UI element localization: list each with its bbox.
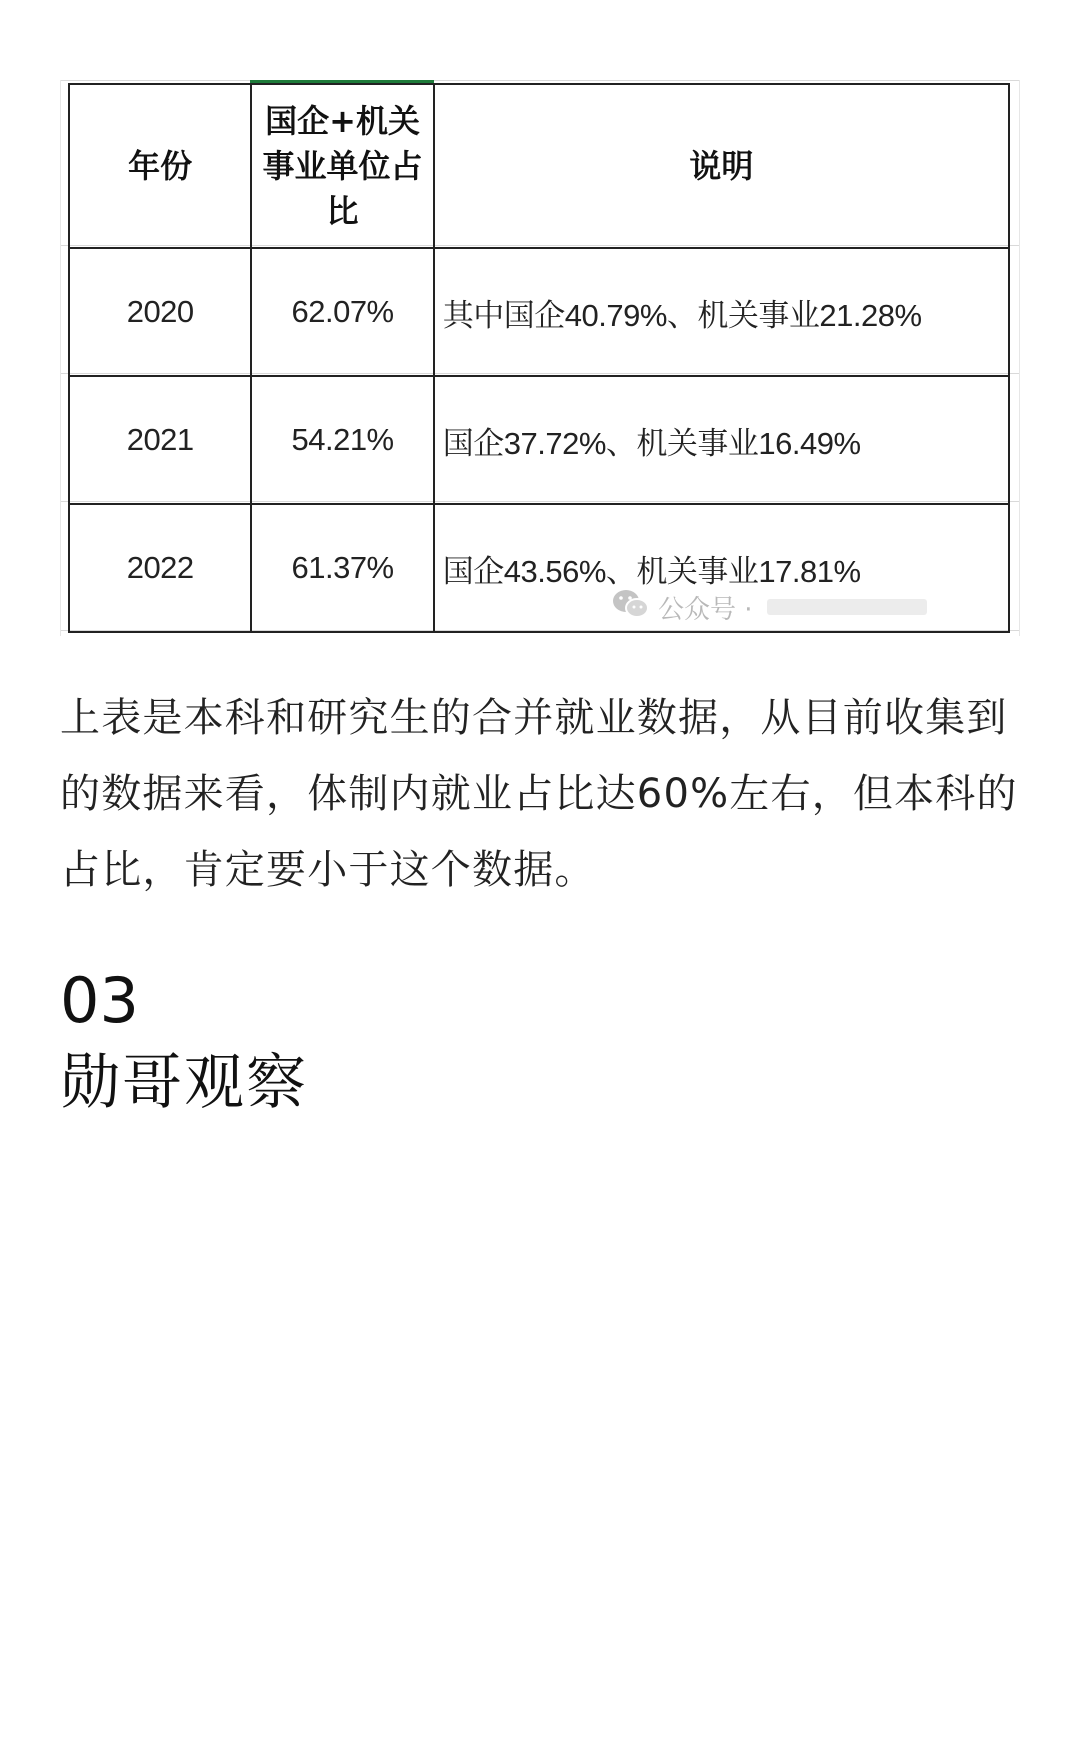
cell-ratio: 54.21% [251,376,433,504]
section-number: 03 [60,964,139,1037]
cell-note: 国企43.56%、机关事业17.81% [434,504,1009,632]
cell-year: 2020 [69,248,251,376]
section-title: 勋哥观察 [60,1048,308,1118]
body-paragraph: 上表是本科和研究生的合并就业数据，从目前收集到的数据来看，体制内就业占比达60%左右，但本科的占比，肯定要小于这个数据。 [60,695,1018,893]
cell-year: 2021 [69,376,251,504]
cell-ratio: 62.07% [251,248,433,376]
watermark-account-blurred [767,599,927,615]
cell-note: 国企37.72%、机关事业16.49% [434,376,1009,504]
employment-table-image [60,80,1020,636]
watermark [612,588,927,626]
wechat-icon [612,588,650,627]
table-header-row [69,84,1009,248]
table-row [69,248,1009,376]
watermark-label: 公众号 · [658,594,753,625]
header-ratio: 国企+机关事业单位占比 [251,84,433,248]
cell-year: 2022 [69,504,251,632]
table-row [69,376,1009,504]
header-note: 说明 [434,84,1009,248]
cell-ratio: 61.37% [251,504,433,632]
header-year: 年份 [69,84,251,248]
cell-note: 其中国企40.79%、机关事业21.28% [434,248,1009,376]
employment-table [68,83,1010,633]
